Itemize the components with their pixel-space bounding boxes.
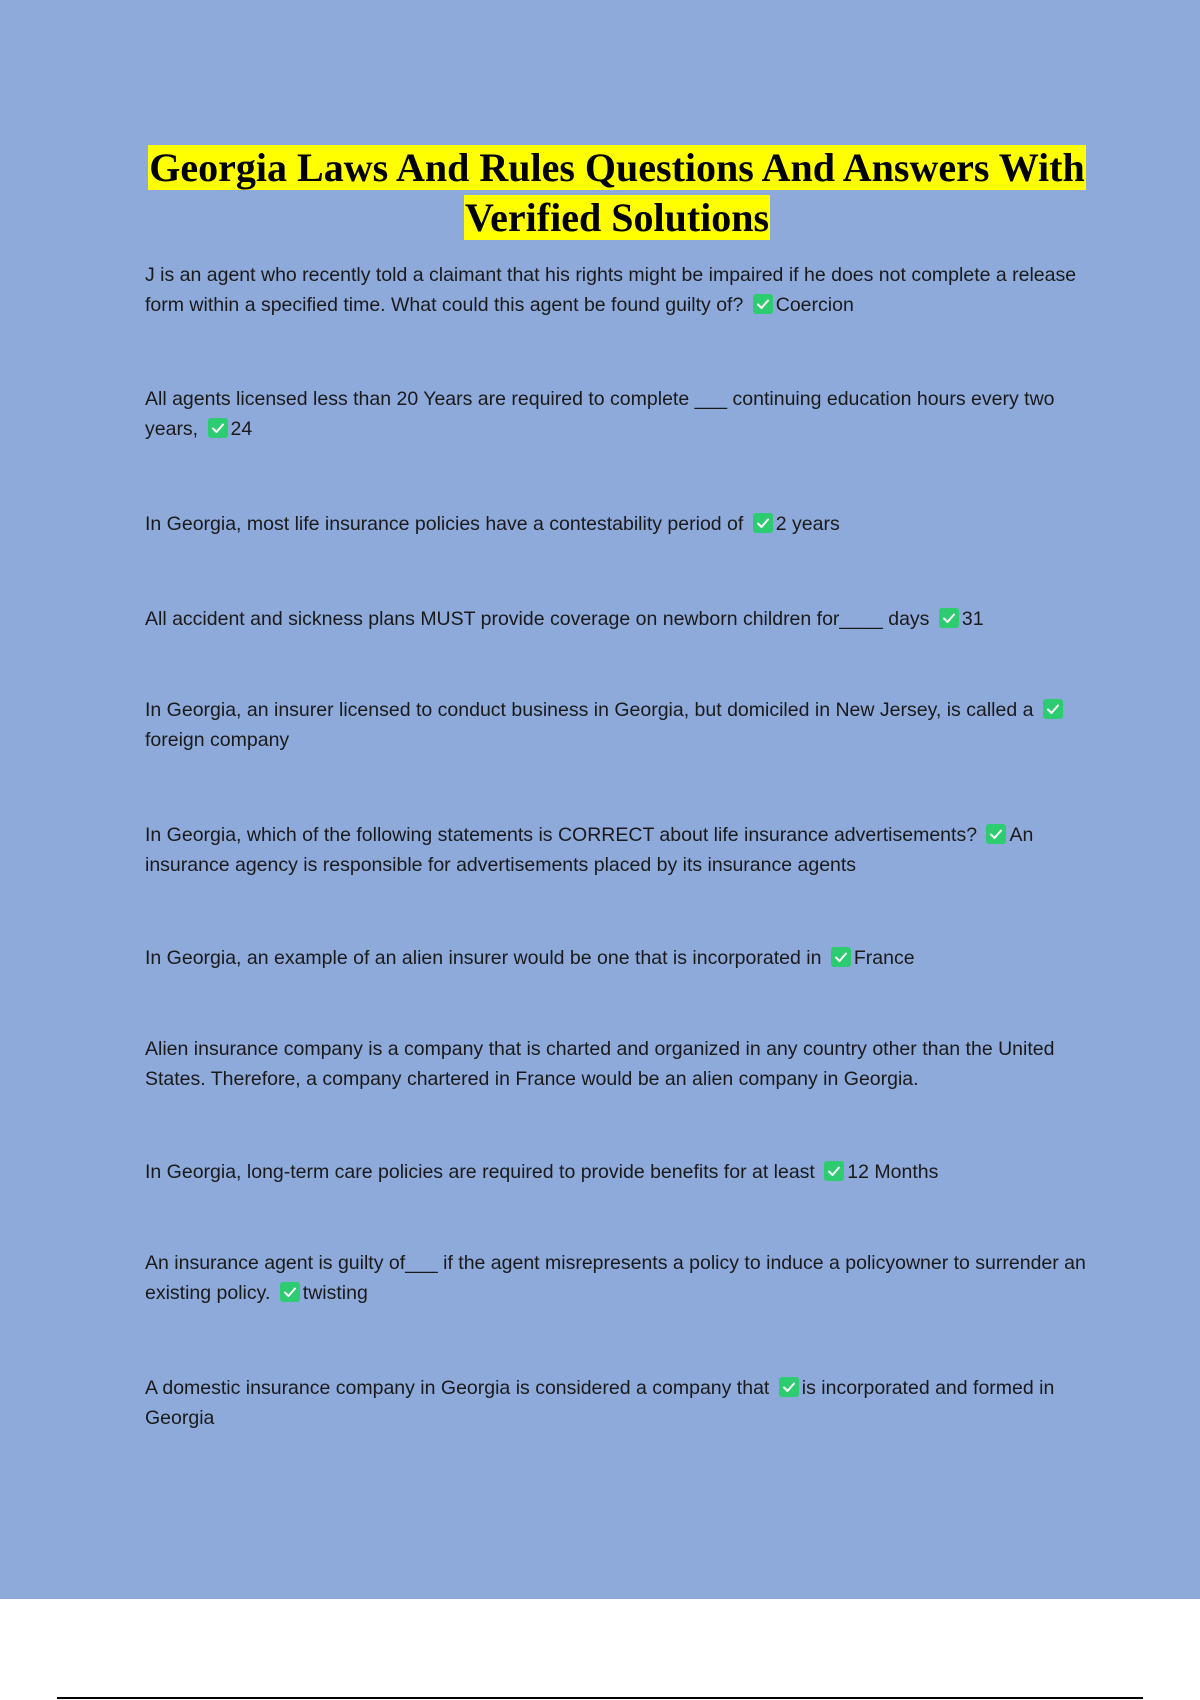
qa-item-4 [145, 604, 1095, 634]
title-line-2: Verified Solutions [464, 195, 770, 240]
footer-divider [57, 1697, 1143, 1699]
qa-item-8 [145, 1157, 1095, 1187]
answer-text: France [853, 947, 915, 969]
qa-item-1 [145, 260, 1095, 320]
answer-text: is incorporated and formed in Georgia [145, 1377, 1055, 1429]
check-mark-icon [280, 1282, 300, 1302]
qa-item-7 [145, 943, 1095, 973]
qa-item-6 [145, 820, 1095, 880]
answer-text: foreign company [145, 729, 290, 751]
qa-item-2 [145, 384, 1095, 444]
check-mark-icon [824, 1161, 844, 1181]
qa-item-3 [145, 509, 1095, 539]
question-text: All accident and sickness plans MUST provide coverage on newborn children for____ days [145, 608, 930, 630]
check-mark-icon [986, 824, 1006, 844]
check-mark-icon [208, 418, 228, 438]
explanation-text: Alien insurance company is a company that is charted and organized in any country other than the United States. Therefore, a company chartered in France would be an alien company in Georgia. [145, 1038, 1055, 1090]
question-text: In Georgia, long-term care policies are required to provide benefits for at least [145, 1161, 815, 1183]
question-text: All agents licensed less than 20 Years are required to complete ___ continuing education hours every two years, [145, 388, 1055, 440]
document-title [145, 143, 1089, 243]
check-mark-icon [753, 294, 773, 314]
question-text: An insurance agent is guilty of___ if the agent misrepresents a policy to induce a policyowner to surrender an existing policy. [145, 1252, 1086, 1304]
answer-text: 2 years [775, 513, 840, 535]
question-text: A domestic insurance company in Georgia is considered a company that [145, 1377, 770, 1399]
answer-text: twisting [302, 1282, 368, 1304]
answer-text: 24 [230, 418, 253, 440]
check-mark-icon [753, 513, 773, 533]
answer-text: An insurance agency is responsible for advertisements placed by its insurance agents [145, 824, 1034, 876]
question-text: In Georgia, most life insurance policies have a contestability period of [145, 513, 744, 535]
check-mark-icon [779, 1377, 799, 1397]
check-mark-icon [1043, 699, 1063, 719]
qa-item-10 [145, 1373, 1095, 1433]
title-line-1: Georgia Laws And Rules Questions And Answers With [149, 145, 1085, 190]
answer-text: 12 Months [847, 1161, 939, 1183]
qa-item-5 [145, 695, 1095, 755]
answer-text: Coercion [775, 294, 854, 316]
question-text: In Georgia, an insurer licensed to conduct business in Georgia, but domiciled in New Jersey, is called a [145, 699, 1034, 721]
check-mark-icon [939, 608, 959, 628]
explanation-paragraph [145, 1034, 1095, 1094]
answer-text: 31 [961, 608, 984, 630]
check-mark-icon [831, 947, 851, 967]
qa-item-9 [145, 1248, 1095, 1308]
question-text: In Georgia, which of the following statements is CORRECT about life insurance advertisements? [145, 824, 978, 846]
question-text: J is an agent who recently told a claimant that his rights might be impaired if he does not complete a release form within a specified time. What could this agent be found guilty of? [145, 264, 1077, 316]
question-text: In Georgia, an example of an alien insurer would be one that is incorporated in [145, 947, 822, 969]
